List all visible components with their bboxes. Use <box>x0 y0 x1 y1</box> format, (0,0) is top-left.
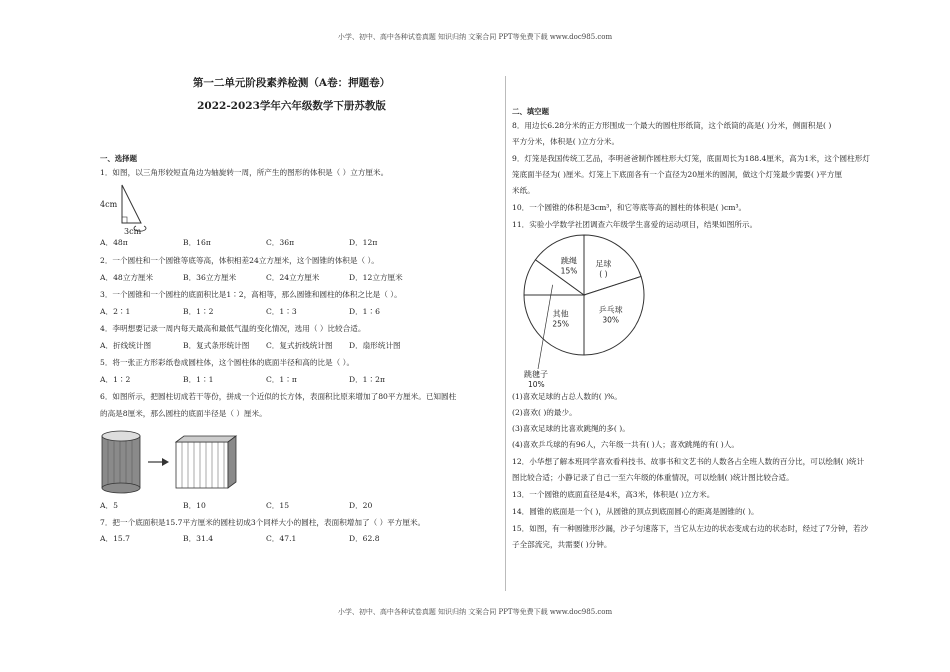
q1-triangle-figure <box>100 179 495 235</box>
q7-options <box>100 533 495 545</box>
question-1: 1．如图，以三角形较短直角边为轴旋转一周，所产生的图形的体积是（ ）立方厘米。 <box>100 168 389 177</box>
question-15-line1: 15．如图，有一种圆锥形沙漏，沙子匀速落下，当它从左边的状态变成右边的状态时，经过了7分钟，若沙 <box>512 524 869 533</box>
question-12-line1: 12．小华想了解本班同学喜欢看科技书、故事书和文艺书的人数各占全班人数的百分比，可以绘制( )统计 <box>512 457 865 466</box>
option-d[interactable]: D．12π <box>349 238 378 247</box>
question-12-line2: 图比较合适；小静记录了自己一至六年级的体重情况，可以绘制( )统计图比较合适。 <box>512 473 794 482</box>
option-c[interactable]: C．1∶3 <box>266 307 297 316</box>
cylinder-shape <box>102 431 140 493</box>
q11-pie-chart <box>512 231 912 391</box>
q3-options <box>100 306 495 318</box>
option-c[interactable]: C．1∶π <box>266 375 297 384</box>
cuboid-shape <box>176 436 236 488</box>
option-a[interactable]: A．5 <box>100 501 118 510</box>
option-b[interactable]: B．1∶1 <box>183 375 214 384</box>
slice-value-rope: 15% <box>560 266 578 276</box>
page-footer: 小学、初中、高中各种试卷真题 知识归纳 文案合同 PPT等免费下载 www.doc985.com <box>337 608 613 616</box>
question-11-1: (1)喜欢足球的占总人数的( )%。 <box>512 392 622 401</box>
question-10: 10．一个圆锥的体积是3cm³，和它等底等高的圆柱的体积是( )cm³。 <box>512 203 747 212</box>
question-11-2: (2)喜欢( )的最少。 <box>512 408 577 417</box>
question-11-3: (3)喜欢足球的比喜欢跳绳的多( )。 <box>512 424 630 433</box>
option-a[interactable]: A．48π <box>100 238 128 247</box>
option-c[interactable]: C．47.1 <box>266 534 297 543</box>
left-column <box>100 76 495 545</box>
option-d[interactable]: D．62.8 <box>349 534 380 543</box>
triangle-base-label: 3cm <box>124 227 142 235</box>
question-8-line2: 平方分米，体积是( )立方分米。 <box>512 137 620 146</box>
question-3: 3．一个圆锥和一个圆柱的底面积比是1∶2，高相等，那么圆锥和圆柱的体积之比是（ ）。 <box>100 290 402 299</box>
question-4: 4．李明想要记录一周内每天最高和最低气温的变化情况，选用（ ）比较合适。 <box>100 324 366 333</box>
option-b[interactable]: B．10 <box>183 501 206 510</box>
slice-label-other: 其他 <box>552 309 569 319</box>
slice-value-other: 25% <box>552 319 570 329</box>
column-divider <box>505 76 506 591</box>
option-b[interactable]: B．复式条形统计图 <box>183 341 250 350</box>
exam-subtitle: 2022-2023学年六年级数学下册苏教版 <box>197 100 386 112</box>
question-8-line1: 8．用边长6.28分米的正方形围成一个最大的圆柱形纸筒，这个纸筒的高是( )分米，侧面积是( ) <box>512 121 832 130</box>
slice-label-pingpong: 乒乓球 <box>598 305 623 315</box>
option-c[interactable]: C．36π <box>266 238 295 247</box>
slice-label-shuttlecock: 跳毽子 <box>524 370 548 379</box>
slice-value-football: ( ) <box>599 269 608 279</box>
pie-slices <box>524 235 644 355</box>
question-5: 5．将一张正方形彩纸卷成圆柱体，这个圆柱体的底面半径和高的比是（ ）。 <box>100 358 355 367</box>
question-11-4: (4)喜欢乒乓球的有96人，六年级一共有( )人；喜欢跳绳的有( )人。 <box>512 440 739 449</box>
cylinder-cut-diagram <box>100 420 250 500</box>
q1-options <box>100 237 495 249</box>
option-a[interactable]: A．15.7 <box>100 534 130 543</box>
option-b[interactable]: B．16π <box>183 238 211 247</box>
q2-options <box>100 272 495 284</box>
question-6-line1: 6．如图所示，把圆柱切成若干等份，拼成一个近似的长方体，表面积比原来增加了80平方厘米。已知圆柱 <box>100 392 457 401</box>
right-triangle-diagram <box>100 179 220 235</box>
question-11: 11．实验小学数学社团调查六年级学生喜爱的运动项目，结果如图所示。 <box>512 220 758 229</box>
question-6-line2: 的高是8厘米，那么圆柱的底面半径是（ ）厘米。 <box>100 409 267 418</box>
question-7: 7．把一个底面积是15.7平方厘米的圆柱切成3个同样大小的圆柱，表面积增加了（ ）平方厘米。 <box>100 518 426 527</box>
question-15-line2: 子全部流完，共需要( )分钟。 <box>512 540 612 549</box>
q5-options <box>100 374 495 386</box>
q6-cylinder-figure <box>100 420 495 500</box>
right-arrow-icon <box>148 458 169 466</box>
option-b[interactable]: B．31.4 <box>183 534 214 543</box>
triangle-side-label: 4cm <box>100 200 118 209</box>
q4-options <box>100 340 495 352</box>
option-a[interactable]: A．48立方厘米 <box>100 273 154 282</box>
option-d[interactable]: D．20 <box>349 501 373 510</box>
option-c[interactable]: C．复式折线统计图 <box>266 341 333 350</box>
slice-label-rope: 跳绳 <box>561 256 578 266</box>
pie-chart-svg <box>522 231 662 389</box>
question-9-line2: 笼底面半径为( )厘米。灯笼上下底面各有一个直径为20厘米的圆洞，做这个灯笼最少需要( )平方厘 <box>512 170 843 179</box>
question-14: 14．圆锥的底面是一个( )，从圆锥的顶点到底面圆心的距离是圆锥的( )。 <box>512 507 759 516</box>
option-b[interactable]: B．1∶2 <box>183 307 214 316</box>
option-d[interactable]: D．12立方厘米 <box>349 273 403 282</box>
option-d[interactable]: D．1∶2π <box>349 375 385 384</box>
slice-label-football: 足球 <box>595 259 612 269</box>
question-9-line3: 米纸。 <box>512 186 535 195</box>
page-header: 小学、初中、高中各种试卷真题 知识归纳 文案合同 PPT等免费下载 www.doc985.com <box>337 33 613 41</box>
slice-value-pingpong: 30% <box>602 315 620 325</box>
option-a[interactable]: A．2∶1 <box>100 307 131 316</box>
question-2: 2．一个圆柱和一个圆锥等底等高，体积相差24立方厘米，这个圆锥的体积是（ ）。 <box>100 256 379 265</box>
right-column <box>512 106 912 551</box>
section-choice-heading: 一、选择题 <box>100 154 137 163</box>
slice-value-shuttlecock: 10% <box>528 380 545 389</box>
option-d[interactable]: D．扇形统计图 <box>349 341 401 350</box>
option-a[interactable]: A．折线统计图 <box>100 341 152 350</box>
option-c[interactable]: C．15 <box>266 501 290 510</box>
exam-title: 第一二单元阶段素养检测（A卷：押题卷） <box>192 77 391 89</box>
section-fill-heading: 二、填空题 <box>512 107 549 116</box>
question-9-line1: 9．灯笼是我国传统工艺品，李明爸爸制作圆柱形大灯笼，底面周长为188.4厘米，高为1米，这个圆柱形灯 <box>512 154 870 163</box>
q6-options <box>100 500 495 512</box>
question-13: 13．一个圆锥的底面直径是4米，高3米，体积是( )立方米。 <box>512 490 715 499</box>
option-a[interactable]: A．1∶2 <box>100 375 131 384</box>
option-d[interactable]: D．1∶6 <box>349 307 380 316</box>
option-c[interactable]: C．24立方厘米 <box>266 273 320 282</box>
option-b[interactable]: B．36立方厘米 <box>183 273 237 282</box>
